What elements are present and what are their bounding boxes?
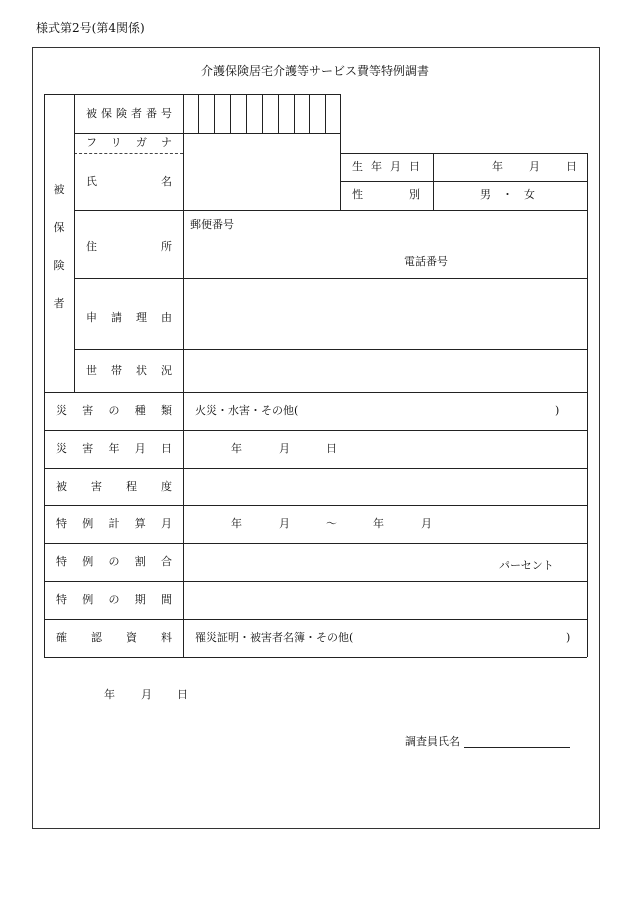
- birthdate-day-unit: 日: [566, 160, 577, 173]
- phone-label: 電話番号: [404, 255, 448, 268]
- calc-month-from-year: 年: [231, 517, 242, 530]
- disaster-date-month: 月: [279, 442, 290, 455]
- disaster-date-year: 年: [231, 442, 242, 455]
- furigana-field[interactable]: [184, 134, 339, 153]
- date-month-unit: 月: [141, 688, 152, 701]
- disaster-date-day: 日: [326, 442, 337, 455]
- reason-label: 申請理由: [86, 311, 172, 324]
- household-field[interactable]: [184, 350, 586, 391]
- insured-number-boxes[interactable]: [184, 95, 339, 132]
- verification-docs-close: ): [566, 631, 571, 644]
- name-label: 氏 名: [86, 175, 172, 188]
- address-label: 住 所: [86, 240, 172, 253]
- verification-docs-label: 確認資料: [56, 631, 172, 644]
- insured-number-label: 被保険者番号: [86, 107, 172, 120]
- calc-month-tilde: ～: [326, 517, 337, 530]
- reason-field[interactable]: [184, 279, 586, 348]
- investigator-label: 調査員氏名: [405, 735, 460, 748]
- damage-degree-label: 被害程度: [56, 480, 172, 493]
- birthdate-month-unit: 月: [529, 160, 540, 173]
- disaster-type-label: 災害の種類: [56, 404, 172, 417]
- special-period-field[interactable]: [184, 582, 586, 618]
- damage-degree-field[interactable]: [184, 469, 586, 504]
- calc-month-from-month: 月: [279, 517, 290, 530]
- insured-side-label: 被 保 険 者: [53, 183, 65, 310]
- calc-month-to-year: 年: [373, 517, 384, 530]
- investigator-signature-line[interactable]: [464, 747, 570, 748]
- form-number: 様式第2号(第4関係): [36, 21, 145, 35]
- disaster-type-options[interactable]: 火災・水害・その他(: [195, 404, 299, 417]
- calc-month-to-month: 月: [421, 517, 432, 530]
- calc-month-label: 特例計算月: [56, 517, 172, 530]
- postal-code-label: 郵便番号: [190, 218, 234, 231]
- address-field[interactable]: [184, 211, 586, 277]
- special-ratio-label: 特例の割合: [56, 555, 172, 568]
- household-label: 世帯状況: [86, 364, 172, 377]
- disaster-type-close: ): [555, 404, 560, 417]
- disaster-date-label: 災害年月日: [56, 442, 172, 455]
- birthdate-label: 生年月日: [352, 160, 420, 173]
- sex-options[interactable]: 男 ・ 女: [480, 188, 535, 201]
- date-year-unit: 年: [104, 688, 115, 701]
- percent-unit: パーセント: [499, 559, 554, 572]
- furigana-label: フリガナ: [86, 136, 172, 149]
- special-period-label: 特例の期間: [56, 593, 172, 606]
- form-title: 介護保険居宅介護等サービス費等特例調書: [200, 64, 429, 78]
- verification-docs-options[interactable]: 罹災証明・被害者名簿・その他(: [195, 631, 354, 644]
- sex-label: 性 別: [352, 188, 420, 201]
- name-field[interactable]: [184, 154, 339, 209]
- birthdate-year-unit: 年: [492, 160, 503, 173]
- date-day-unit: 日: [177, 688, 188, 701]
